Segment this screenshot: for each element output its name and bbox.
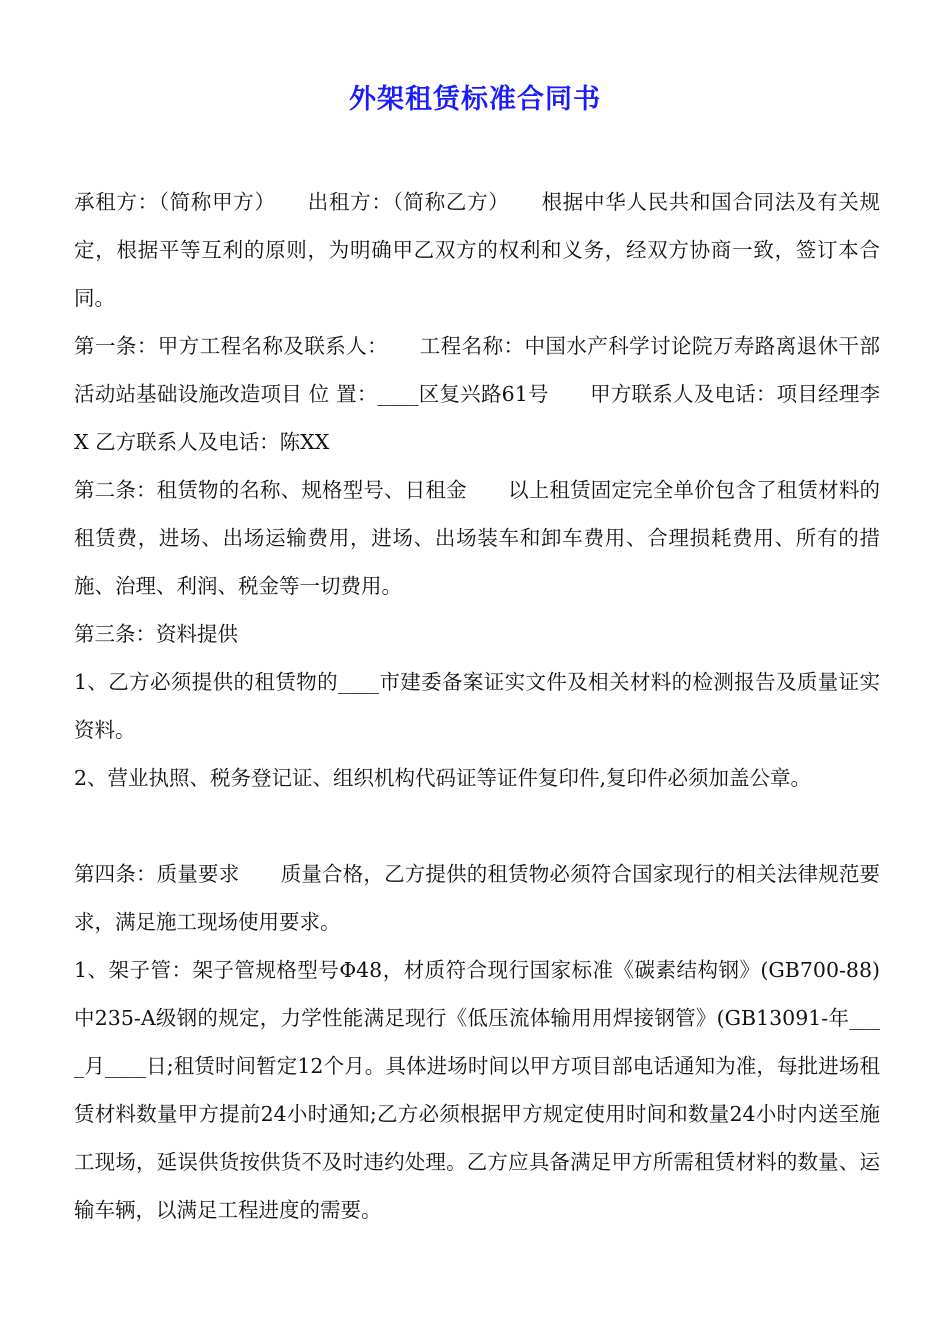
paragraph-article-3-item-1: 1、乙方必须提供的租赁物的____市建委备案证实文件及相关材料的检测报告及质量证实资料。 <box>74 670 880 742</box>
paragraph-article-3-heading: 第三条：资料提供 <box>74 622 238 646</box>
document-body <box>74 178 880 1234</box>
paragraph-article-3-item-2: 2、营业执照、税务登记证、组织机构代码证等证件复印件,复印件必须加盖公章。 <box>74 766 812 790</box>
paragraph-parties: 承租方：（简称甲方） 出租方：（简称乙方） 根据中华人民共和国合同法及有关规定，根据平等互利的原则，为明确甲乙双方的权利和义务，经双方协商一致，签订本合同。 <box>74 190 880 310</box>
document-title: 外架租赁标准合同书 <box>349 84 601 115</box>
paragraph-article-4: 第四条：质量要求 质量合格，乙方提供的租赁物必须符合国家现行的相关法律规范要求，满足施工现场使用要求。 <box>74 862 880 934</box>
paragraph-article-4-item-1: 1、架子管：架子管规格型号Φ48，材质符合现行国家标准《碳素结构钢》(GB700-88)中235-A级钢的规定，力学性能满足现行《低压流体输用用焊接钢管》(GB13091-年____月____日;租赁时间暂定12个月。具体进场时间以甲方项目部电话通知为准，每批进场租赁材料数量甲方提前24小时通知;乙方必须根据甲方规定使用时间和数量24小时内送至施工现场，延误供货按供货不及时违约处理。乙方应具备满足甲方所需租赁材料的数量、运输车辆，以满足工程进度的需要。 <box>74 958 880 1222</box>
paragraph-article-1: 第一条：甲方工程名称及联系人： 工程名称：中国水产科学讨论院万寿路离退休干部活动站基础设施改造项目 位 置：____区复兴路61号 甲方联系人及电话：项目经理李X 乙方联系人及电话：陈XX <box>74 334 880 454</box>
paragraph-article-2: 第二条：租赁物的名称、规格型号、日租金 以上租赁固定完全单价包含了租赁材料的租赁费，进场、出场运输费用，进场、出场装车和卸车费用、合理损耗费用、所有的措施、治理、利润、税金等一切费用。 <box>74 478 880 598</box>
